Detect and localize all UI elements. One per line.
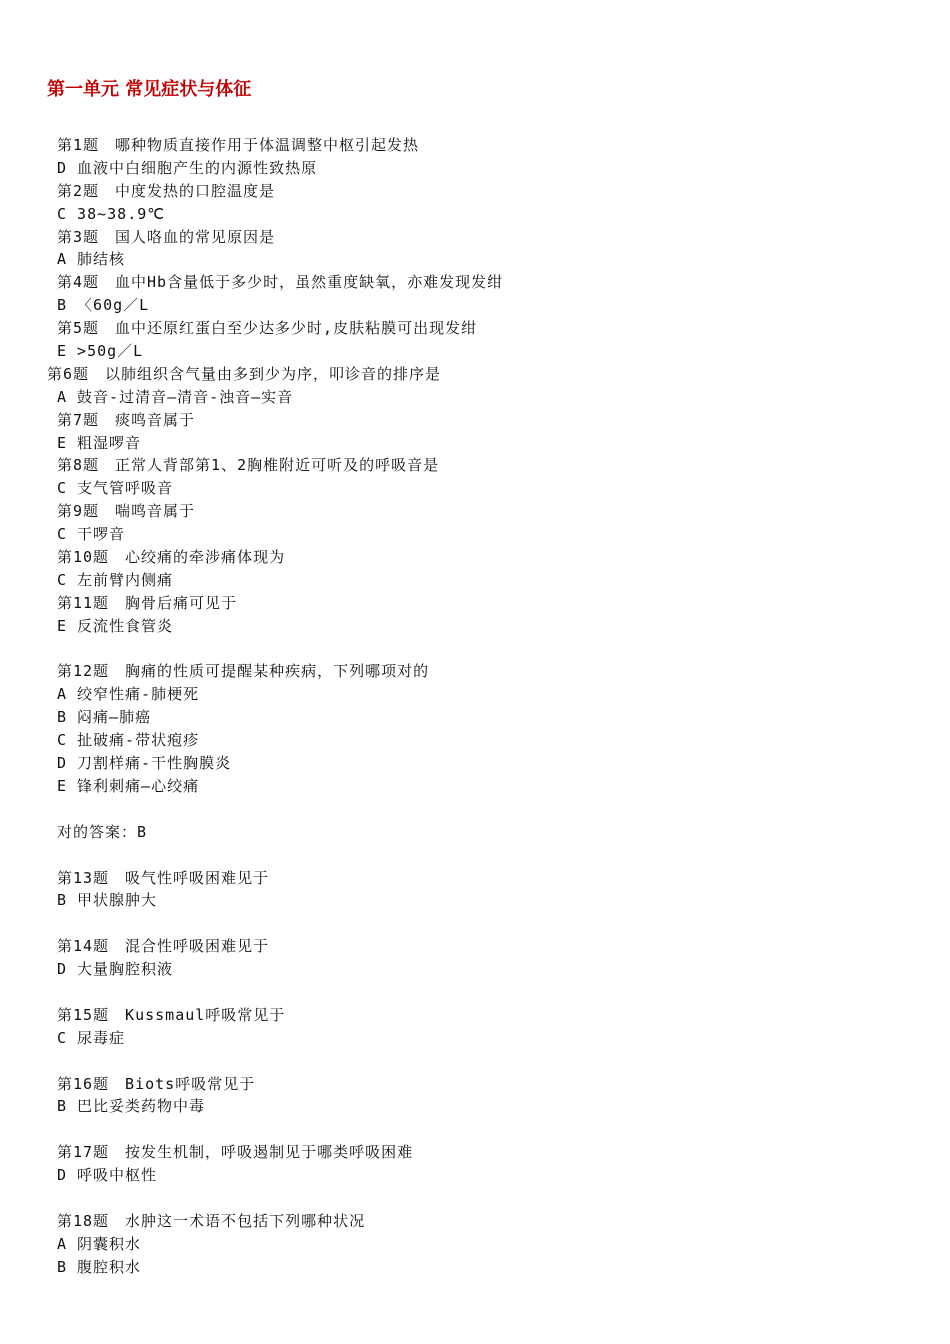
question-line: 第3题 国人咯血的常见原因是 [57,227,276,246]
answer-line: B 腹腔积水 [57,1257,142,1276]
answer-line: E 锋利刺痛—心绞痛 [57,776,200,795]
question-line: 第10题 心绞痛的牵涉痛体现为 [57,548,286,567]
blank-line [0,1050,950,1073]
question-line: 第2题 中度发热的口腔温度是 [57,181,276,200]
question-list [0,134,950,1279]
blank-line [0,981,950,1004]
blank-line [0,1118,950,1141]
answer-line: A 绞窄性痛-肺梗死 [57,685,200,704]
correct-answer-line: 对的答案：B [57,822,148,841]
blank-line [0,1187,950,1210]
answer-line: B 巴比妥类药物中毒 [57,1097,206,1116]
answer-line: D 大量胸腔积液 [57,960,174,979]
answer-line: C 干啰音 [57,525,126,544]
answer-line: E 反流性食管炎 [57,616,174,635]
question-line: 第16题 Biots呼吸常见于 [57,1074,256,1093]
question-line: 第4题 血中Hb含量低于多少时，虽然重度缺氧，亦难发现发绀 [57,273,504,292]
question-line: 第17题 按发生机制，呼吸遏制见于哪类呼吸困难 [57,1143,414,1162]
blank-line [0,798,950,821]
question-line: 第7题 痰鸣音属于 [57,410,196,429]
question-line: 第9题 喘鸣音属于 [57,502,196,521]
answer-line: C 38~38.9℃ [57,204,166,223]
answer-line: A 鼓音-过清音—清音-浊音—实音 [57,387,294,406]
answer-line: B 〈60g／L [57,296,150,315]
question-line: 第13题 吸气性呼吸困难见于 [57,868,270,887]
answer-line: D 刀割样痛-干性胸膜炎 [57,754,232,773]
answer-line: B 甲状腺肿大 [57,891,158,910]
question-line: 第11题 胸骨后痛可见于 [57,593,238,612]
answer-line: A 肺结核 [57,250,126,269]
blank-line [0,638,950,661]
question-line: 第8题 正常人背部第1、2胸椎附近可听及的呼吸音是 [57,456,440,475]
answer-line: A 阴囊积水 [57,1234,142,1253]
answer-line: C 支气管呼吸音 [57,479,174,498]
answer-line: E >50g／L [57,342,144,361]
answer-line: C 扯破痛-带状疱疹 [57,731,200,750]
answer-line: D 呼吸中枢性 [57,1166,158,1185]
question-line: 第12题 胸痛的性质可提醒某种疾病，下列哪项对的 [57,662,430,681]
answer-line: D 血液中白细胞产生的内源性致热原 [57,158,318,177]
answer-line: E 粗湿啰音 [57,433,142,452]
blank-line [0,844,950,867]
answer-line: B 闷痛—肺癌 [57,708,152,727]
question-line: 第18题 水肿这一术语不包括下列哪种状况 [57,1211,366,1230]
blank-line [0,912,950,935]
question-line: 第6题 以肺组织含气量由多到少为序，叩诊音的排序是 [47,364,442,383]
question-line: 第1题 哪种物质直接作用于体温调整中枢引起发热 [57,136,420,154]
question-line: 第14题 混合性呼吸困难见于 [57,937,270,956]
answer-line: C 左前臂内侧痛 [57,570,174,589]
section-title: 第一单元 常见症状与体征 [47,79,252,100]
question-line: 第5题 血中还原红蛋白至少达多少时,皮肤粘膜可出现发绀 [57,319,478,338]
question-line: 第15题 Kussmaul呼吸常见于 [57,1005,286,1024]
answer-line: C 尿毒症 [57,1028,126,1047]
